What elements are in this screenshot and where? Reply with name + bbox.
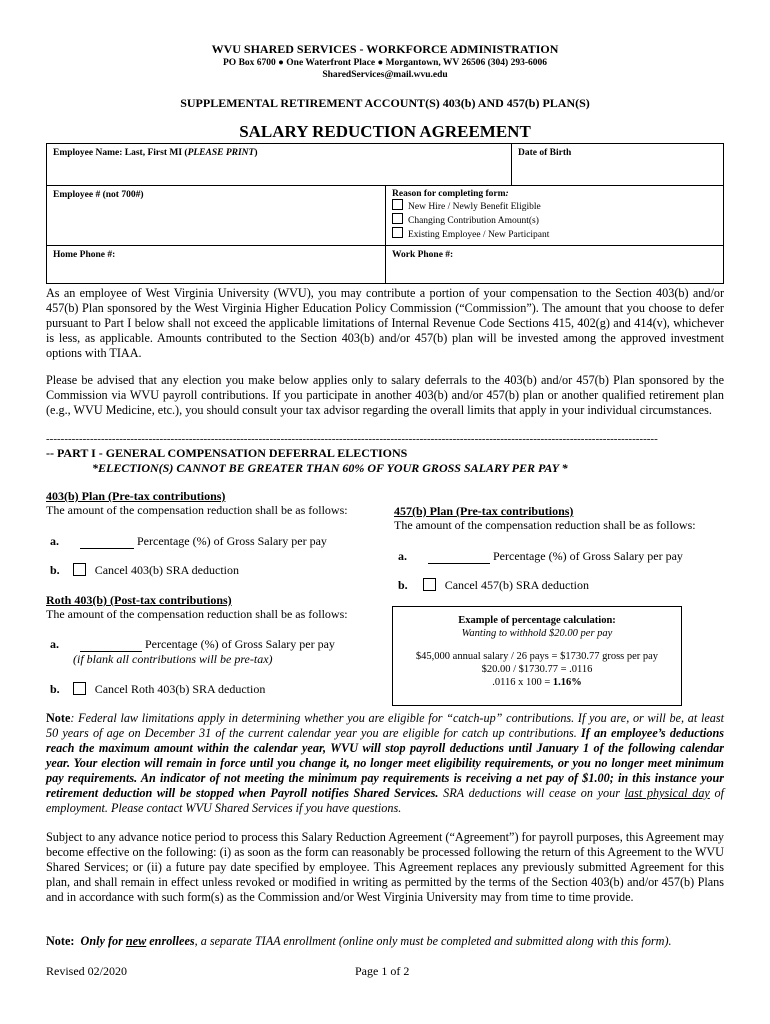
example-calculation-box <box>392 606 682 706</box>
intro-paragraph-2: Please be advised that any election you make below applies only to salary deferrals to the 403(b) and/or 457(b) Plan sponsored by the Commission via WVU payroll contributions. If you participate in another 403(b) and/or 457(b) plan or another qualified retirement plan (e.g., WVU Medicine, etc.), you should consult your tax advisor regarding the overall limits that apply in your individual circumstances. <box>46 373 724 417</box>
section-divider: ----------------------------------------------------------------------------------------------------------------------------------------------------------------------- <box>46 433 658 445</box>
date-of-birth-label: Date of Birth <box>518 148 572 158</box>
part1-subheading: *ELECTION(S) CANNOT BE GREATER THAN 60% OF YOUR GROSS SALARY PER PAY * <box>92 461 568 475</box>
org-address: PO Box 6700 ● One Waterfront Place ● Morgantown, WV 26506 (304) 293-6006 <box>223 58 547 68</box>
home-phone-label: Home Phone #: <box>53 250 116 260</box>
roth-403b-text: The amount of the compensation reduction shall be as follows: <box>46 607 348 621</box>
plan-403b-cancel-checkbox[interactable] <box>73 563 86 576</box>
plan-403b-b-letter: b. <box>50 563 60 577</box>
reason-checkbox-changing[interactable] <box>392 213 403 224</box>
note-catch-up: Note: Federal law limitations apply in determining whether you are eligible for “catch-up” contributions. If you are, or will be, at least 50 years of age on December 31 of the current calendar year you are eligible for catch up contributions. If an employee’s deductions reach the maximum amount within the calendar year, WVU will stop payroll deductions until January 1 of the following calendar year. Your election will remain in force until you change it, no longer meet eligibility requirements, or you no longer meet minimum pay requirements. An indicator of not meeting the minimum pay requirements is receiving a net pay of $1.00; in this instance your retirement deduction will be stopped when Payroll notifies Shared Services. SRA deductions will cease on your last physical day of employment. Please contact WVU Shared Services if you have questions. <box>46 711 724 815</box>
roth-403b-a-note: (if blank all contributions will be pre-tax) <box>73 652 273 666</box>
roth-403b-b-letter: b. <box>50 682 60 696</box>
part1-heading: -- PART I - GENERAL COMPENSATION DEFERRAL ELECTIONS <box>46 446 408 460</box>
form-subtitle: SUPPLEMENTAL RETIREMENT ACCOUNT(S) 403(b) AND 457(b) PLAN(S) <box>180 96 590 110</box>
home-phone-field[interactable] <box>47 246 386 284</box>
roth-403b-a-text: Percentage (%) of Gross Salary per pay <box>145 637 335 651</box>
reason-checkbox-existing[interactable] <box>392 227 403 238</box>
roth-403b-b-text: Cancel Roth 403(b) SRA deduction <box>94 682 266 696</box>
plan-457b-a-letter: a. <box>398 549 407 563</box>
plan-403b-percentage-input[interactable] <box>80 548 134 549</box>
plan-457b-percentage-input[interactable] <box>428 563 490 564</box>
plan-457b-b-letter: b. <box>398 578 408 592</box>
plan-403b-title: 403(b) Plan (Pre-tax contributions) <box>46 489 226 503</box>
example-subtitle: Wanting to withhold $20.00 per pay <box>461 628 613 639</box>
plan-457b-cancel-checkbox[interactable] <box>423 578 436 591</box>
work-phone-label: Work Phone #: <box>392 250 454 260</box>
page-number: Page 1 of 2 <box>355 964 410 978</box>
employee-number-field[interactable] <box>47 186 386 246</box>
plan-457b-title: 457(b) Plan (Pre-tax contributions) <box>394 504 574 518</box>
reason-label: Reason for completing form <box>392 189 506 199</box>
revised-date: Revised 02/2020 <box>46 964 127 978</box>
org-name: WVU SHARED SERVICES - WORKFORCE ADMINISTRATION <box>211 42 559 56</box>
reason-field: Reason for completing form: New Hire / Newly Benefit Eligible Changing Contribution Amount(s) Existing Employee / New Participant <box>386 186 724 246</box>
reason-checkbox-new-hire[interactable] <box>392 199 403 210</box>
plan-403b-text: The amount of the compensation reduction shall be as follows: <box>46 503 348 517</box>
plan-457b-text: The amount of the compensation reduction shall be as follows: <box>394 518 696 532</box>
note-tiaa-enrollment: Note: Only for new enrollees, a separate TIAA enrollment (online only must be completed and submitted along with this form). <box>46 934 672 948</box>
roth-403b-cancel-checkbox[interactable] <box>73 682 86 695</box>
date-of-birth-field[interactable] <box>512 144 724 186</box>
plan-457b-b-text: Cancel 457(b) SRA deduction <box>444 578 589 592</box>
plan-403b-a-text: Percentage (%) of Gross Salary per pay <box>137 534 327 548</box>
plan-457b-a-text: Percentage (%) of Gross Salary per pay <box>493 549 683 563</box>
employee-name-field[interactable]: Employee Name: Last, First MI (PLEASE PRINT) <box>47 144 512 186</box>
plan-403b-a-letter: a. <box>50 534 59 548</box>
form-title: SALARY REDUCTION AGREEMENT <box>239 122 531 141</box>
roth-403b-title: Roth 403(b) (Post-tax contributions) <box>46 593 232 607</box>
employee-info-table <box>46 143 724 284</box>
employee-name-label: Employee Name: Last, First MI ( <box>53 148 188 158</box>
plan-403b-b-text: Cancel 403(b) SRA deduction <box>94 563 239 577</box>
effective-date-paragraph: Subject to any advance notice period to process this Salary Reduction Agreement (“Agreement”) for payroll purposes, this Agreement may become effective on the following: (i) as soon as the form can reasonably be processed following the return of this Agreement to the WVU Shared Services; or (ii) a future pay date specified by employee. This Agreement replaces any previously submitted Agreement for this plan, and shall remain in effect unless revoked or modified in writing as permitted by the terms of the Section 403(b) and/or 457(b) Plans and in accordance with such form(s) as the Commission and/or West Virginia University may from time to time provide. <box>46 830 724 904</box>
work-phone-field[interactable] <box>386 246 724 284</box>
roth-403b-a-letter: a. <box>50 637 59 651</box>
example-result: 1.16% <box>552 677 582 688</box>
example-line2: $20.00 / $1730.77 = .0116 <box>481 664 593 675</box>
example-line3-prefix: .0116 x 100 = <box>492 677 553 688</box>
example-title: Example of percentage calculation: <box>458 615 616 626</box>
example-line1: $45,000 annual salary / 26 pays = $1730.77 gross per pay <box>415 651 659 662</box>
intro-paragraph-1: As an employee of West Virginia University (WVU), you may contribute a portion of your compensation to the Section 403(b) and/or 457(b) Plan sponsored by the West Virginia Higher Education Policy Commission (“Commission”). The amount that you choose to defer pursuant to Part I below shall not exceed the applicable limitations of Internal Revenue Code Sections 415, 402(g) and 414(v), whichever is less, as applicable. Amounts contributed to the Section 403(b) and/or 457(b) plan will be invested among the approved investment options with TIAA. <box>46 286 724 360</box>
org-email: SharedServices@mail.wvu.edu <box>322 70 448 80</box>
employee-number-label: Employee # (not 700#) <box>53 190 144 200</box>
